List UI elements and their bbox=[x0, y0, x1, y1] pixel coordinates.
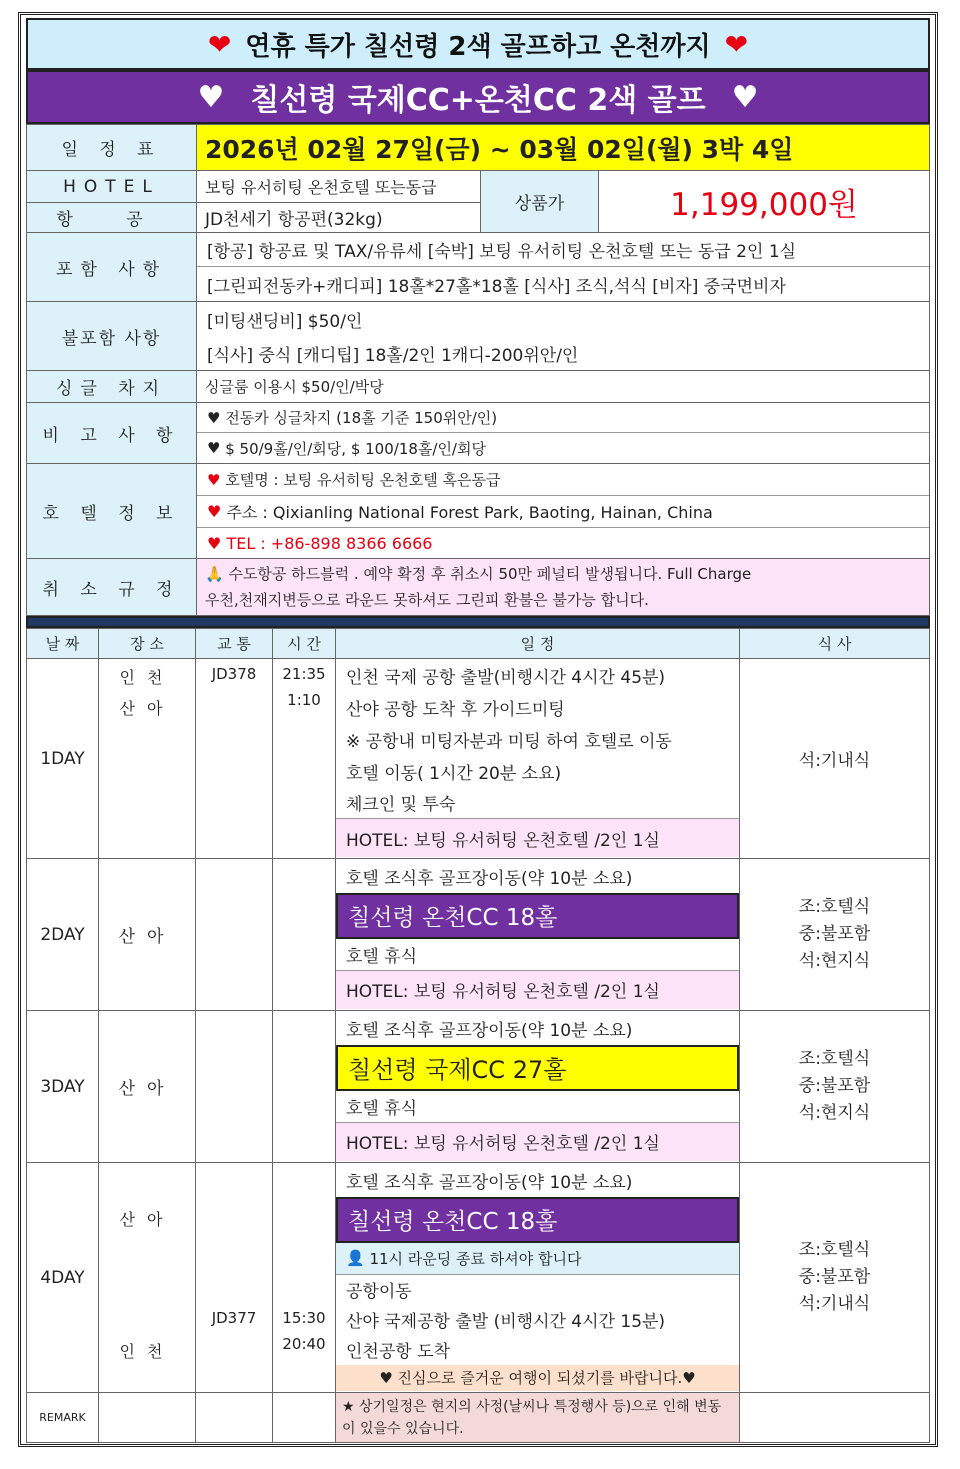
schedule-label: 일 정 표 bbox=[27, 125, 197, 171]
hotel-value: 보팅 유서히팅 온천호텔 또는동급 bbox=[197, 171, 481, 203]
red-heart-icon: ❤ bbox=[724, 27, 749, 61]
black-heart-icon: ♥ bbox=[207, 439, 226, 457]
person-icon: 👤 bbox=[346, 1249, 370, 1267]
day1-hotel-line: HOTEL: 보팅 유서허팅 온천호텔 /2인 1실 bbox=[336, 819, 739, 857]
hotelinfo-line-1: ♥ 호텔명 : 보팅 유서히팅 온천호텔 혹은동급 bbox=[197, 464, 929, 496]
red-heart-icon: ♥ bbox=[207, 502, 227, 521]
day4-line-6: 인천공항 도착 bbox=[346, 1342, 450, 1362]
day4-golf-banner: 칠선령 온천CC 18홀 bbox=[336, 1197, 739, 1243]
banner-title: 연휴 특가 칠선령 2색 골프하고 온천까지 bbox=[245, 31, 711, 62]
cancel-line-2: 우천,천재지변등으로 라운드 못하셔도 그린피 환불은 불가능 합니다. bbox=[205, 591, 649, 609]
airline-label: 항 공 bbox=[27, 203, 197, 233]
notes-line-1: ♥ 전동카 싱글차지 (18홀 기준 150위안/인) bbox=[197, 403, 929, 433]
day4-label: 4DAY bbox=[27, 1163, 99, 1393]
red-heart-icon: ♥ bbox=[207, 470, 226, 489]
day4-notice: 👤 11시 라운딩 종료 하셔야 합니다 bbox=[336, 1243, 739, 1275]
day1-line-4: 호텔 이동( 1시간 20분 소요) bbox=[346, 763, 562, 784]
excluded-line-2: [식사] 중식 [캐디팁] 18홀/2인 1캐디-200위안/인 bbox=[207, 345, 579, 366]
day4-line-1: 호텔 조식후 골프장이동(약 10분 소요) bbox=[346, 1173, 633, 1193]
remark-label: REMARK bbox=[27, 1393, 99, 1443]
day3-line-3: 호텔 휴식 bbox=[336, 1091, 739, 1123]
day1-label: 1DAY bbox=[27, 659, 99, 859]
included-line-2: [그린피전동카+캐디피] 18홀*27홀*18홀 [식사] 조식,석식 [비자] 중국면비자 bbox=[207, 276, 786, 297]
day1-transport: JD378 bbox=[196, 659, 273, 859]
day1-line-3: ※ 공항내 미팅자분과 미팅 하여 호텔로 이동 bbox=[346, 731, 672, 752]
section-divider bbox=[26, 616, 930, 628]
day2-label: 2DAY bbox=[27, 859, 99, 1011]
black-heart-icon: ♥ bbox=[379, 1368, 398, 1387]
day4-line-5: 산야 국제공항 출발 (비행시간 4시간 15분) bbox=[346, 1312, 666, 1332]
day3-hotel-line: HOTEL: 보팅 유서허팅 온천호텔 /2인 1실 bbox=[336, 1123, 739, 1161]
excluded-label: 불포함 사항 bbox=[27, 302, 197, 371]
day4-place-2: 인천 bbox=[119, 1342, 175, 1361]
header-time: 시 간 bbox=[273, 629, 336, 659]
price-label: 상품가 bbox=[481, 171, 599, 233]
cancel-line-1: 🙏 수도항공 하드블럭 . 예약 확정 후 취소시 50만 페널티 발생됩니다. Full Charge bbox=[205, 565, 752, 583]
day1-meal: 석:기내식 bbox=[740, 659, 930, 859]
notes-label: 비 고 사 항 bbox=[27, 403, 197, 464]
day4-meal-2: 중:불포함 bbox=[798, 1267, 871, 1287]
day2-meal-3: 석:현지식 bbox=[798, 951, 871, 971]
top-banner bbox=[26, 18, 930, 70]
day1-line-1: 인천 국제 공항 출발(비행시간 4시간 45분) bbox=[346, 667, 666, 688]
day3-meal-1: 조:호텔식 bbox=[798, 1049, 871, 1069]
single-value: 싱글룸 이용시 $50/인/박당 bbox=[197, 371, 930, 403]
header-transport: 교 통 bbox=[196, 629, 273, 659]
airline-value: JD천세기 항공편(32kg) bbox=[197, 203, 481, 233]
praying-hands-icon: 🙏 bbox=[205, 565, 229, 583]
schedule-table bbox=[26, 628, 930, 1443]
day2-place: 산아 bbox=[99, 859, 196, 1011]
hotelinfo-label: 호 텔 정 보 bbox=[27, 464, 197, 559]
day2-hotel-line: HOTEL: 보팅 유서허팅 온천호텔 /2인 1실 bbox=[336, 971, 739, 1009]
day4-meal-1: 조:호텔식 bbox=[798, 1240, 871, 1260]
day3-line-1: 호텔 조식후 골프장이동(약 10분 소요) bbox=[346, 1021, 633, 1041]
day2-line-1: 호텔 조식후 골프장이동(약 10분 소요) bbox=[346, 869, 633, 889]
black-heart-icon: ♥ bbox=[682, 1368, 696, 1387]
white-heart-icon: ♥ bbox=[731, 79, 759, 115]
white-heart-icon: ♥ bbox=[197, 79, 225, 115]
day1-line-5: 체크인 및 투숙 bbox=[336, 787, 739, 819]
header-meal: 식 사 bbox=[740, 629, 930, 659]
red-heart-icon: ❤ bbox=[207, 27, 232, 61]
info-table bbox=[26, 124, 930, 616]
product-banner bbox=[26, 70, 930, 124]
day2-meal-2: 중:불포함 bbox=[798, 924, 871, 944]
header-itinerary: 일 정 bbox=[336, 629, 740, 659]
header-place: 장 소 bbox=[99, 629, 196, 659]
day4-place-1: 산아 bbox=[119, 1210, 175, 1229]
day2-golf-banner: 칠선령 온천CC 18홀 bbox=[336, 893, 739, 939]
header-date: 날 짜 bbox=[27, 629, 99, 659]
included-label: 포함 사항 bbox=[27, 233, 197, 302]
included-line-1: [항공] 항공료 및 TAX/유류세 [숙박] 보팅 유서히팅 온천호텔 또는 동급 2인 1실 bbox=[197, 233, 929, 267]
day3-golf-banner: 칠선령 국제CC 27홀 bbox=[336, 1045, 739, 1091]
day4-line-4: 공항이동 bbox=[346, 1282, 412, 1302]
day4-farewell: ♥ 진심으로 즐거운 여행이 되셨기를 바랍니다. ♥ bbox=[336, 1365, 739, 1391]
hotelinfo-line-3: ♥ TEL : +86-898 8366 6666 bbox=[207, 533, 433, 553]
schedule-value: 2026년 02월 27일(금) ~ 03월 02일(월) 3박 4일 bbox=[197, 125, 930, 171]
hotel-label: HOTEL bbox=[27, 171, 197, 203]
day4-time-1: 15:30 bbox=[282, 1309, 326, 1327]
hotelinfo-line-2: ♥ 주소 : Qixianling National Forest Park, Baoting, Hainan, China bbox=[197, 496, 929, 528]
product-title: 칠선령 국제CC+온천CC 2색 골프 bbox=[250, 83, 706, 118]
day4-time-2: 20:40 bbox=[282, 1335, 326, 1353]
notes-line-2: ♥ $ 50/9홀/인/회당, $ 100/18홀/인/회당 bbox=[207, 439, 486, 458]
day1-time-2: 1:10 bbox=[287, 691, 321, 709]
red-heart-icon: ♥ bbox=[207, 533, 227, 553]
day2-line-3: 호텔 휴식 bbox=[336, 939, 739, 971]
single-label: 싱글 차지 bbox=[27, 371, 197, 403]
flyer bbox=[26, 18, 930, 1443]
day3-label: 3DAY bbox=[27, 1011, 99, 1163]
day3-meal-2: 중:불포함 bbox=[798, 1076, 871, 1096]
day2-meal-1: 조:호텔식 bbox=[798, 897, 871, 917]
day1-line-2: 산야 공항 도착 후 가이드미팅 bbox=[346, 699, 565, 720]
day3-place: 산아 bbox=[99, 1011, 196, 1163]
excluded-line-1: [미팅샌딩비] $50/인 bbox=[207, 311, 363, 332]
cancel-label: 취 소 규 정 bbox=[27, 559, 197, 616]
day1-time-1: 21:35 bbox=[282, 665, 326, 683]
day1-place-2: 산아 bbox=[119, 699, 175, 718]
day1-place-1: 인천 bbox=[119, 668, 175, 687]
day4-meal-3: 석:기내식 bbox=[798, 1294, 871, 1314]
price-value: 1,199,000원 bbox=[599, 171, 930, 233]
day3-meal-3: 석:현지식 bbox=[798, 1103, 871, 1123]
remark-text: ★ 상기일정은 현지의 사정(날씨나 특정행사 등)으로 인해 변동이 있을수 있습니다. bbox=[336, 1393, 740, 1443]
day4-transport: JD377 bbox=[196, 1163, 273, 1393]
black-heart-icon: ♥ bbox=[207, 408, 226, 427]
